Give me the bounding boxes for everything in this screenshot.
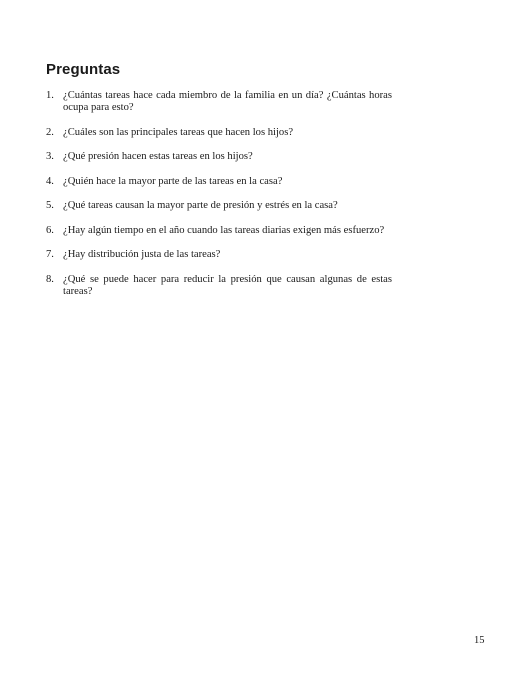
question-text: ¿Cuántas tareas hace cada miembro de la familia en un día? ¿Cuántas horas ocupa para esto? <box>63 90 392 113</box>
questions-list <box>46 90 392 298</box>
question-text: ¿Cuáles son las principales tareas que hacen los hijos? <box>63 126 294 138</box>
question-number: 6. <box>46 224 54 236</box>
question-item-2 <box>46 127 392 139</box>
question-item-8 <box>46 274 392 298</box>
question-item-6 <box>46 225 392 237</box>
question-number: 4. <box>46 175 54 187</box>
section-heading: Preguntas <box>46 61 121 78</box>
question-number: 3. <box>46 151 54 162</box>
question-text: ¿Quién hace la mayor parte de las tareas en la casa? <box>63 175 283 187</box>
question-item-3 <box>46 151 392 163</box>
question-number: 8. <box>46 273 54 285</box>
question-text: ¿Hay algún tiempo en el año cuando las tareas diarias exigen más esfuerzo? <box>63 224 385 236</box>
question-number: 7. <box>46 249 54 260</box>
question-number: 2. <box>46 126 54 138</box>
question-text: ¿Qué se puede hacer para reducir la presión que causan algunas de estas tareas? <box>63 273 392 297</box>
question-text: ¿Qué tareas causan la mayor parte de presión y estrés en la casa? <box>63 200 338 211</box>
question-item-1 <box>46 90 392 114</box>
question-item-7 <box>46 249 392 261</box>
question-number: 5. <box>46 200 54 211</box>
page-number: 15 <box>474 635 485 646</box>
question-item-5 <box>46 200 392 212</box>
question-number: 1. <box>46 90 54 101</box>
question-item-4 <box>46 176 392 188</box>
question-text: ¿Hay distribución justa de las tareas? <box>63 249 221 260</box>
question-text: ¿Qué presión hacen estas tareas en los hijos? <box>63 151 253 162</box>
